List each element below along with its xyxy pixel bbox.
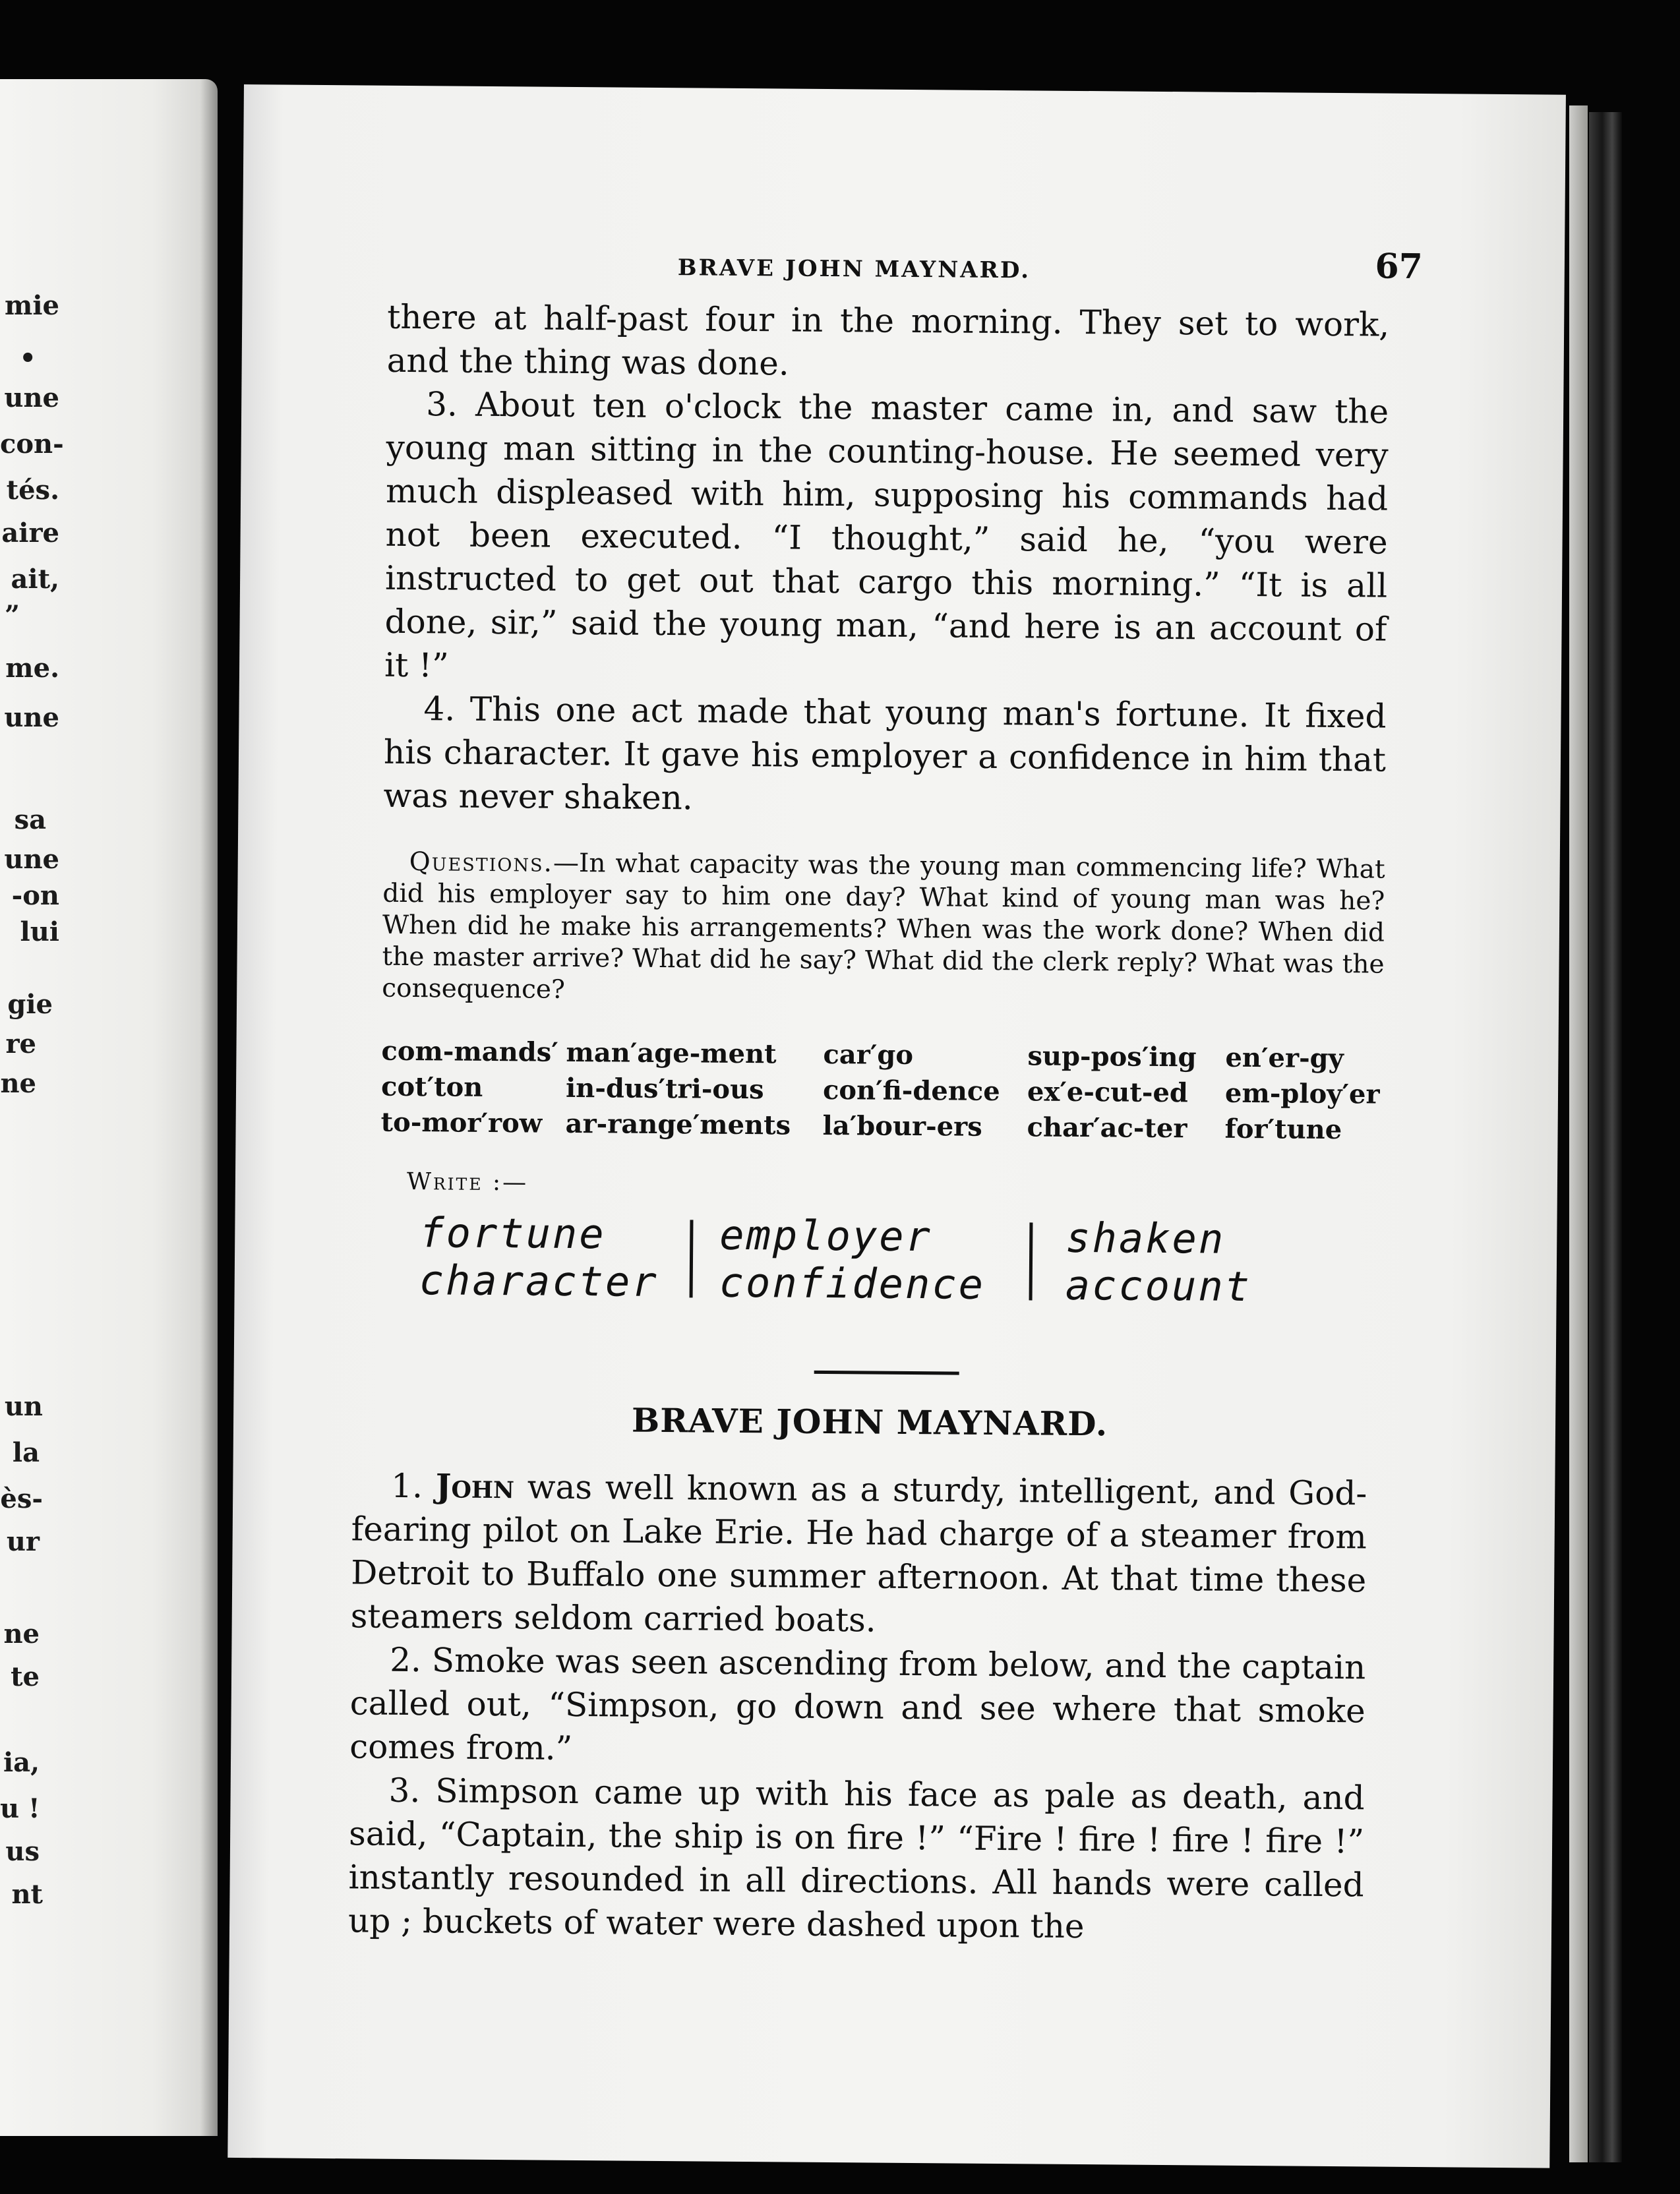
book-page [227, 84, 1566, 2168]
vocab-word: man′age-ment [566, 1036, 777, 1070]
vocab-word: la′bour-ers [822, 1110, 982, 1142]
paragraph [350, 1464, 1367, 1646]
left-fragment: tés. [6, 475, 59, 506]
vocab-word: cot′ton [380, 1071, 483, 1103]
write-exercise [379, 1209, 1382, 1312]
vocab-word: con′fi-dence [822, 1074, 1000, 1108]
left-fragment: mie [5, 290, 59, 321]
column-divider [1029, 1222, 1033, 1300]
vocabulary-table [380, 1034, 1383, 1148]
left-fragment: ne [3, 1618, 40, 1649]
story-title: BRAVE JOHN MAYNARD. [631, 1400, 1108, 1444]
left-fragment: me. [5, 653, 59, 684]
left-fragment: une [4, 844, 59, 875]
book-edge-shadow [1589, 112, 1622, 2162]
left-fragment: une [4, 382, 59, 413]
vocab-word: for′tune [1224, 1113, 1342, 1146]
questions-label: Questions. [409, 847, 554, 878]
left-fragment: gie [7, 989, 53, 1020]
questions-text: —In what capacity was the young man commencing life? What did his employer say to him one day? What kind of young man was he? When did he make his arrangements? When was the work done? When did the master arrive? What did he say? What did the clerk reply? What was the consequence? [382, 848, 1385, 1005]
write-word: confidence [719, 1258, 986, 1309]
section-rule [814, 1371, 959, 1375]
left-fragment: ès- [0, 1483, 43, 1514]
left-page-edge [0, 79, 218, 2136]
left-fragment: aire [1, 518, 59, 548]
story-body [348, 1464, 1367, 1950]
questions-block [382, 846, 1385, 1013]
paragraph: 4. This one act made that young man's fortune. It fixed his character. It gave his employer a confidence in him that was never shaken. [383, 690, 1387, 817]
left-fragment: ” [4, 600, 20, 631]
page-edge [1569, 105, 1588, 2162]
vocab-word: char′ac-ter [1027, 1112, 1187, 1144]
left-fragment: une [4, 702, 59, 733]
write-word: fortune [419, 1208, 606, 1259]
vocab-word: ar-range′ments [565, 1108, 791, 1141]
page-number: 67 [1375, 246, 1424, 287]
write-column [719, 1212, 1029, 1309]
left-fragment: • [19, 343, 36, 374]
left-fragment: ia, [3, 1747, 40, 1778]
paragraph: there at half-past four in the morning. They set to work, and the thing was done. [386, 297, 1390, 383]
running-head [388, 237, 1424, 298]
paragraph: 3. About ten o'clock the master came in, and saw the young man sitting in the counting-house. He seemed very much displeased with him, supposing his commands had not been executed. “I thought,” said he, “you were instructed to get out that cargo this morning.” “It is all done, sir,” said the young man, “and here is an account of it !” [384, 385, 1389, 685]
write-column [419, 1209, 690, 1306]
paragraph: 2. Smoke was seen ascending from below, and the captain called out, “Simpson, go down and see where that smoke comes from.” [349, 1640, 1366, 1767]
vocab-word: com-mands′ [381, 1035, 558, 1068]
left-page-fragments [0, 79, 218, 2136]
page-content [347, 237, 1424, 1951]
left-fragment: sa [14, 804, 46, 835]
name-small-caps: John [435, 1466, 515, 1506]
write-word: employer [719, 1210, 933, 1261]
write-column [1065, 1214, 1263, 1311]
left-fragment: -on [11, 880, 59, 911]
write-word: account [1065, 1260, 1252, 1311]
left-fragment: ur [6, 1526, 40, 1557]
left-fragment: us [5, 1836, 40, 1867]
vocab-word: em-ploy′er [1224, 1077, 1380, 1110]
vocab-word: ex′e-cut-ed [1027, 1076, 1189, 1109]
paragraph: 3. Simpson came up with his face as pale as death, and said, “Captain, the ship is on fire !” “Fire ! fire ! fire ! fire !” instantly resounded in all directions. All hands were called up ; buckets of water were dashed upon the [347, 1771, 1365, 1946]
left-fragment: te [11, 1661, 40, 1692]
column-divider [690, 1220, 694, 1297]
left-fragment: lui [20, 916, 59, 947]
vocab-word: in-dus′tri-ous [565, 1072, 764, 1106]
paragraph-text: was well known as a sturdy, intelligent, and God-fearing pilot on Lake Erie. He had charge of a steamer from Detroit to Buffalo one summer afternoon. At that time these steamers seldom carried boats. [350, 1468, 1367, 1640]
paragraph-number: 1. [391, 1466, 423, 1506]
left-fragment: un [4, 1391, 43, 1422]
left-fragment: la [12, 1437, 40, 1468]
vocab-word: en′er-gy [1225, 1042, 1344, 1075]
left-fragment: ne [0, 1068, 36, 1099]
vocab-word: to-mor′row [380, 1106, 543, 1139]
left-fragment: ait, [11, 564, 59, 595]
left-fragment: u ! [0, 1793, 40, 1824]
running-title: BRAVE JOHN MAYNARD. [677, 254, 1031, 284]
write-word: shaken [1065, 1213, 1226, 1263]
write-label: Write :— [406, 1168, 529, 1197]
left-fragment: re [5, 1028, 36, 1059]
write-word: character [419, 1256, 659, 1306]
vocab-word: sup-pos′ing [1027, 1040, 1197, 1073]
left-fragment: con- [0, 429, 64, 460]
left-fragment: nt [11, 1879, 43, 1910]
vocab-word: car′go [823, 1038, 914, 1071]
